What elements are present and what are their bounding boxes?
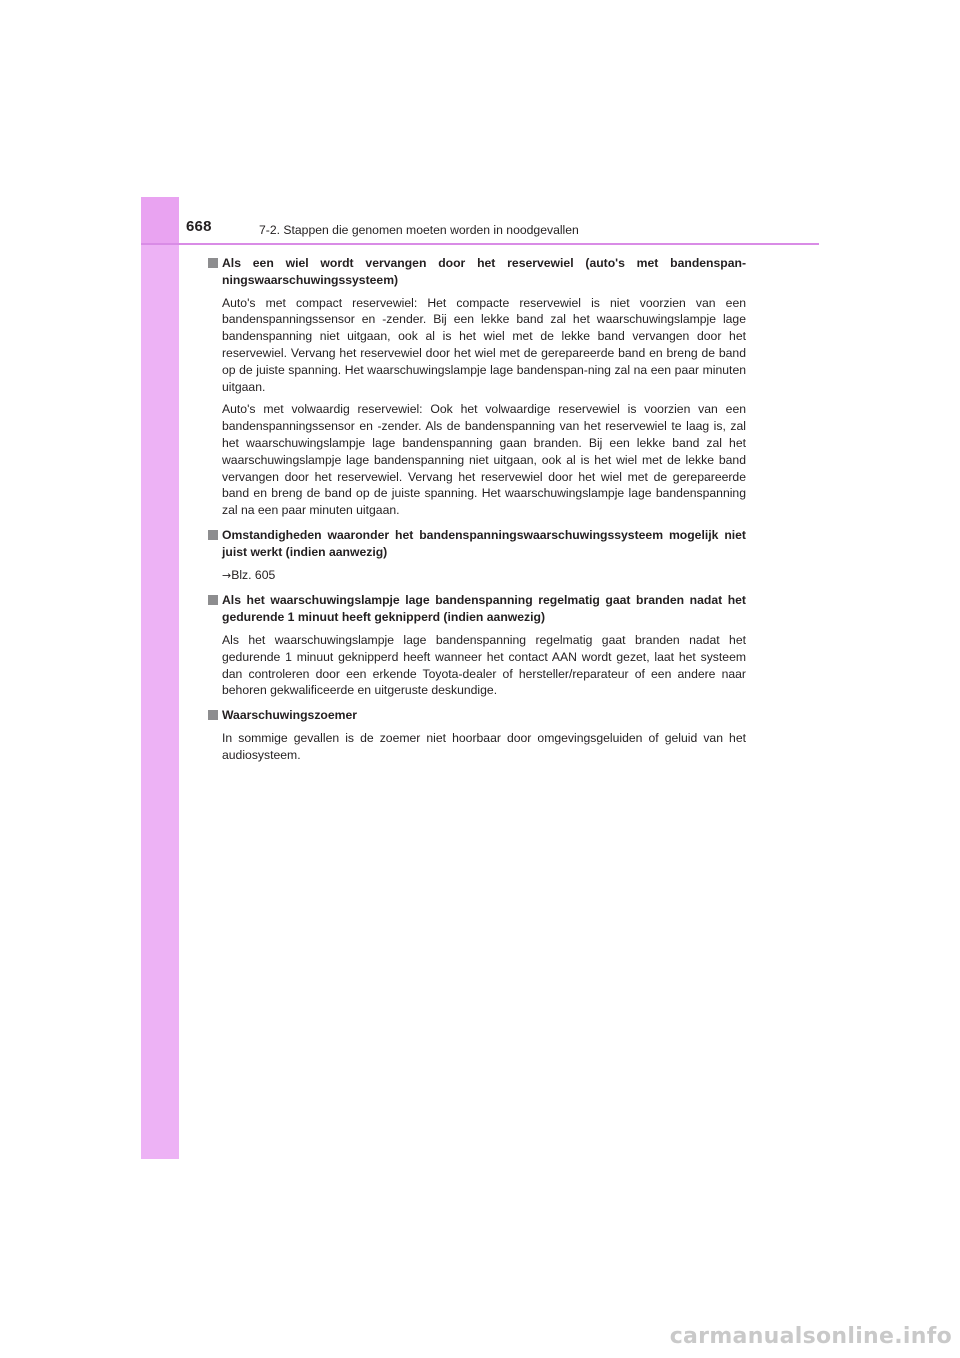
page-content xyxy=(208,255,746,772)
page-reference[interactable] xyxy=(222,567,746,585)
square-bullet-icon xyxy=(208,595,218,605)
section-item-conditions xyxy=(208,527,746,584)
sidebar-header-band xyxy=(141,197,179,245)
item-paragraph: Als het waarschuwingslampje lage bandenspanning regelmatig gaat branden nadat het gedurende 1 minuut geknipperd heeft wanneer het contact AAN wordt gezet, laat het systeem dan controleren door een erkende Toyota-dealer of hersteller/reparateur of een andere naar behoren gekwalificeerde en uitgeruste deskundige. xyxy=(222,632,746,698)
watermark: carmanualsonline.info xyxy=(669,1324,952,1349)
item-heading: Omstandigheden waaronder het bandenspanningswaarschuwingssysteem mogelijk niet juist werkt (indien aanwezig) xyxy=(222,527,746,559)
item-heading: Als een wiel wordt vervangen door het reservewiel (auto's met bandenspan-ningswaarschuwingssysteem) xyxy=(222,256,746,287)
sidebar-tab xyxy=(141,197,179,1159)
item-paragraph: Auto's met volwaardig reservewiel: Ook het volwaardige reservewiel is voorzien van een bandenspanningssensor en -zender. Als de bandenspanning van het reservewiel te laag is, zal het waarschuwingslampje lage bandenspanning gaan branden. Bij een lekke band zal het waarschuwingslampje lage bandenspanning niet uitgaan, ook al is het wiel met de lekke band vervangen door het reservewiel. Vervang het reservewiel door het wiel met de gerepareerde band en breng de band op de juiste spanning. Het waarschuwingslampje lage bandenspanning zal na een paar minuten uitgaan. xyxy=(222,402,746,518)
section-title: 7-2. Stappen die genomen moeten worden in noodgevallen xyxy=(259,223,579,237)
item-paragraph: Auto's met compact reservewiel: Het compacte reservewiel is niet voorzien van een bandenspanningssensor en -zender. Bij een lekke band zal het waarschuwingslampje lage bandenspanning niet uitgaan, ook al is het wiel met de lekke band vervangen door het reservewiel. Vervang het reservewiel door het wiel met de gerepareerde band en breng de band op de juiste spanning. Het waarschuwingslampje lage bandenspan-ning zal na een paar minuten uitgaan. xyxy=(222,295,746,394)
header-rule xyxy=(141,243,819,245)
section-item-spare-wheel xyxy=(208,255,746,519)
item-heading: Waarschuwingszoemer xyxy=(222,708,358,723)
page-number: 668 xyxy=(186,218,212,235)
arrow-right-icon: → xyxy=(222,568,232,582)
section-item-buzzer xyxy=(208,707,746,763)
square-bullet-icon xyxy=(208,530,218,540)
item-paragraph: In sommige gevallen is de zoemer niet hoorbaar door omgevingsgeluiden of geluid van het audiosysteem. xyxy=(222,730,746,762)
square-bullet-icon xyxy=(208,710,218,720)
section-item-warning-light xyxy=(208,592,746,699)
square-bullet-icon xyxy=(208,258,218,268)
item-heading: Als het waarschuwingslampje lage bandenspanning regelmatig gaat branden nadat het gedurende 1 minuut heeft geknipperd (indien aanwezig) xyxy=(222,593,746,625)
page-reference-text: Blz. 605 xyxy=(231,567,276,582)
